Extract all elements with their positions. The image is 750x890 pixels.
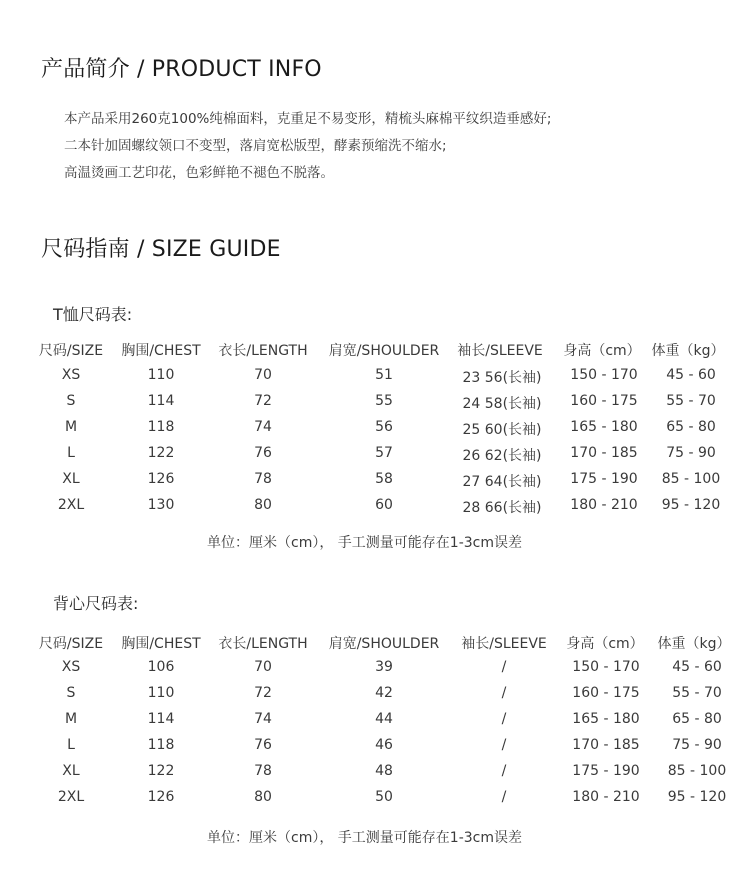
- vest-row-2-col-0: M: [64, 711, 78, 727]
- tshirt-row-4-col-3: 58: [375, 471, 393, 487]
- tshirt-row-1-col-4: 24 58(长袖): [462, 396, 542, 412]
- vest-row-0-col-0: XS: [61, 659, 81, 675]
- tshirt-row-5-col-1: 130: [147, 497, 175, 513]
- tshirt-row-1-col-5: 160 - 175: [570, 393, 638, 409]
- tshirt-row-0-col-4: 23 56(长袖): [462, 370, 542, 386]
- tshirt-row-2-col-3: 56: [375, 419, 393, 435]
- tshirt-row-1-col-0: S: [66, 393, 76, 409]
- vest-row-4-col-3: 48: [375, 763, 393, 779]
- tshirt-header-0: 尺码/SIZE: [38, 343, 104, 359]
- tshirt-row-2-col-0: M: [64, 419, 78, 435]
- vest-row-4-col-0: XL: [62, 763, 80, 779]
- tshirt-row-5-col-0: 2XL: [57, 497, 85, 513]
- product-info-line-1: 本产品采用260克100%纯棉面料，克重足不易变形，精梳头麻棉平纹织造垂感好;: [64, 111, 552, 127]
- product-info-line-2: 二本针加固螺纹领口不变型，落肩宽松版型，酵素预缩洗不缩水;: [64, 138, 447, 154]
- tshirt-header-2: 衣长/LENGTH: [218, 343, 308, 359]
- vest-row-3-col-1: 118: [147, 737, 175, 753]
- vest-row-0-col-5: 150 - 170: [572, 659, 640, 675]
- tshirt-size-note: 单位：厘米（cm）， 手工测量可能存在1-3cm误差: [207, 535, 522, 551]
- vest-row-3-col-0: L: [67, 737, 75, 753]
- vest-row-1-col-5: 160 - 175: [572, 685, 640, 701]
- vest-row-4-col-1: 122: [147, 763, 175, 779]
- vest-header-4: 袖长/SLEEVE: [461, 636, 547, 652]
- vest-row-1-col-4: /: [501, 685, 507, 701]
- vest-row-1-col-1: 110: [147, 685, 175, 701]
- tshirt-row-0-col-6: 45 - 60: [666, 367, 716, 383]
- vest-row-3-col-4: /: [501, 737, 507, 753]
- vest-header-1: 胸围/CHEST: [121, 636, 201, 652]
- vest-row-5-col-1: 126: [147, 789, 175, 805]
- tshirt-header-1: 胸围/CHEST: [121, 343, 201, 359]
- vest-row-0-col-6: 45 - 60: [672, 659, 722, 675]
- vest-header-2: 衣长/LENGTH: [218, 636, 308, 652]
- vest-row-5-col-0: 2XL: [57, 789, 85, 805]
- vest-row-3-col-3: 46: [375, 737, 393, 753]
- vest-row-5-col-3: 50: [375, 789, 393, 805]
- tshirt-row-2-col-1: 118: [147, 419, 175, 435]
- vest-row-0-col-1: 106: [147, 659, 175, 675]
- tshirt-row-5-col-4: 28 66(长袖): [462, 500, 542, 516]
- tshirt-row-4-col-4: 27 64(长袖): [462, 474, 542, 490]
- vest-row-5-col-6: 95 - 120: [667, 789, 727, 805]
- vest-row-2-col-4: /: [501, 711, 507, 727]
- vest-row-1-col-3: 42: [375, 685, 393, 701]
- vest-row-0-col-4: /: [501, 659, 507, 675]
- product-info-title: 产品简介 / PRODUCT INFO: [41, 57, 322, 82]
- tshirt-row-5-col-6: 95 - 120: [661, 497, 721, 513]
- tshirt-row-0-col-0: XS: [61, 367, 81, 383]
- tshirt-row-2-col-5: 165 - 180: [570, 419, 638, 435]
- tshirt-row-5-col-2: 80: [254, 497, 272, 513]
- vest-row-1-col-0: S: [66, 685, 76, 701]
- tshirt-row-4-col-6: 85 - 100: [661, 471, 721, 487]
- vest-size-note: 单位：厘米（cm）， 手工测量可能存在1-3cm误差: [207, 830, 522, 846]
- vest-row-2-col-3: 44: [375, 711, 393, 727]
- tshirt-row-4-col-2: 78: [254, 471, 272, 487]
- product-info-line-3: 高温烫画工艺印花，色彩鲜艳不褪色不脱落。: [64, 165, 334, 181]
- vest-row-0-col-2: 70: [254, 659, 272, 675]
- vest-row-5-col-2: 80: [254, 789, 272, 805]
- tshirt-row-1-col-6: 55 - 70: [666, 393, 716, 409]
- tshirt-row-1-col-1: 114: [147, 393, 175, 409]
- tshirt-header-3: 肩宽/SHOULDER: [328, 343, 440, 359]
- vest-row-2-col-1: 114: [147, 711, 175, 727]
- tshirt-table-title: T恤尺码表:: [53, 305, 133, 324]
- vest-row-5-col-4: /: [501, 789, 507, 805]
- tshirt-header-4: 袖长/SLEEVE: [457, 343, 543, 359]
- tshirt-row-3-col-6: 75 - 90: [666, 445, 716, 461]
- vest-row-0-col-3: 39: [375, 659, 393, 675]
- vest-table-title: 背心尺码表:: [53, 594, 139, 613]
- vest-row-4-col-5: 175 - 190: [572, 763, 640, 779]
- vest-row-2-col-2: 74: [254, 711, 272, 727]
- tshirt-row-3-col-1: 122: [147, 445, 175, 461]
- vest-header-5: 身高（cm）: [566, 636, 644, 652]
- tshirt-row-3-col-5: 170 - 185: [570, 445, 638, 461]
- tshirt-row-0-col-1: 110: [147, 367, 175, 383]
- vest-row-3-col-6: 75 - 90: [672, 737, 722, 753]
- vest-row-2-col-6: 65 - 80: [672, 711, 722, 727]
- tshirt-row-2-col-6: 65 - 80: [666, 419, 716, 435]
- vest-row-4-col-4: /: [501, 763, 507, 779]
- tshirt-row-4-col-0: XL: [62, 471, 80, 487]
- vest-row-3-col-2: 76: [254, 737, 272, 753]
- tshirt-row-0-col-3: 51: [375, 367, 393, 383]
- tshirt-row-0-col-2: 70: [254, 367, 272, 383]
- tshirt-row-3-col-4: 26 62(长袖): [462, 448, 542, 464]
- tshirt-row-5-col-5: 180 - 210: [570, 497, 638, 513]
- vest-row-4-col-6: 85 - 100: [667, 763, 727, 779]
- vest-header-3: 肩宽/SHOULDER: [328, 636, 440, 652]
- tshirt-row-1-col-3: 55: [375, 393, 393, 409]
- tshirt-row-0-col-5: 150 - 170: [570, 367, 638, 383]
- tshirt-row-2-col-2: 74: [254, 419, 272, 435]
- tshirt-row-1-col-2: 72: [254, 393, 272, 409]
- tshirt-row-3-col-2: 76: [254, 445, 272, 461]
- vest-header-6: 体重（kg）: [657, 636, 731, 652]
- vest-row-4-col-2: 78: [254, 763, 272, 779]
- tshirt-row-3-col-3: 57: [375, 445, 393, 461]
- tshirt-header-5: 身高（cm）: [563, 343, 641, 359]
- tshirt-row-4-col-5: 175 - 190: [570, 471, 638, 487]
- tshirt-row-5-col-3: 60: [375, 497, 393, 513]
- tshirt-header-6: 体重（kg）: [651, 343, 725, 359]
- tshirt-row-4-col-1: 126: [147, 471, 175, 487]
- vest-header-0: 尺码/SIZE: [38, 636, 104, 652]
- tshirt-row-2-col-4: 25 60(长袖): [462, 422, 542, 438]
- vest-row-1-col-6: 55 - 70: [672, 685, 722, 701]
- vest-row-5-col-5: 180 - 210: [572, 789, 640, 805]
- vest-row-1-col-2: 72: [254, 685, 272, 701]
- vest-row-2-col-5: 165 - 180: [572, 711, 640, 727]
- tshirt-row-3-col-0: L: [67, 445, 75, 461]
- size-guide-title: 尺码指南 / SIZE GUIDE: [41, 237, 281, 262]
- vest-row-3-col-5: 170 - 185: [572, 737, 640, 753]
